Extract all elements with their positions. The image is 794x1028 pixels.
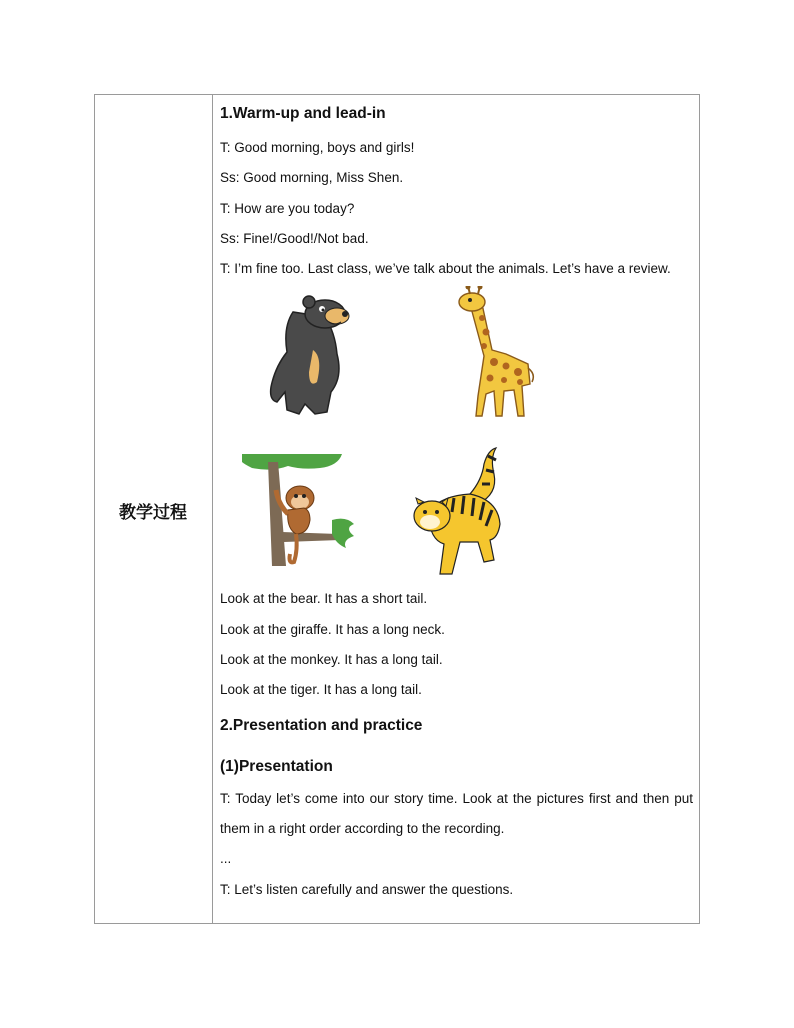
monkey-on-tree-illustration	[242, 454, 367, 566]
dialogue-line: Ss: Good morning, Miss Shen.	[220, 170, 404, 186]
row-label: 教学过程	[119, 503, 187, 523]
observation-line: Look at the monkey. It has a long tail.	[220, 652, 443, 668]
dialogue-line: T: I’m fine too. Last class, we’ve talk about the animals. Let’s have a review.	[220, 261, 671, 277]
dialogue-line: Ss: Fine!/Good!/Not bad.	[220, 230, 369, 246]
giraffe-illustration	[448, 286, 538, 421]
dialogue-line: T: Good morning, boys and girls!	[220, 140, 415, 155]
presentation-line: T: Today let’s come into our story time. Look at the pictures first and then put them in a right order according to the recording.	[220, 790, 693, 836]
bear-illustration	[265, 292, 355, 417]
animal-images	[220, 284, 693, 584]
observation-line: Look at the giraffe. It has a long neck.	[220, 621, 445, 637]
content-cell	[220, 100, 693, 905]
dialogue-line: T: How are you today?	[220, 200, 355, 216]
section2-heading: 2.Presentation and practice	[220, 716, 423, 734]
presentation-line: T: Let’s listen carefully and answer the questions.	[220, 881, 514, 897]
column-divider	[212, 94, 213, 924]
observation-line: Look at the tiger. It has a long tail.	[220, 682, 422, 698]
section1-heading: 1.Warm-up and lead-in	[220, 105, 386, 122]
presentation-line: ...	[220, 851, 232, 867]
tiger-illustration	[408, 444, 513, 584]
section2-subheading: (1)Presentation	[220, 757, 333, 775]
observation-line: Look at the bear. It has a short tail.	[220, 591, 428, 607]
